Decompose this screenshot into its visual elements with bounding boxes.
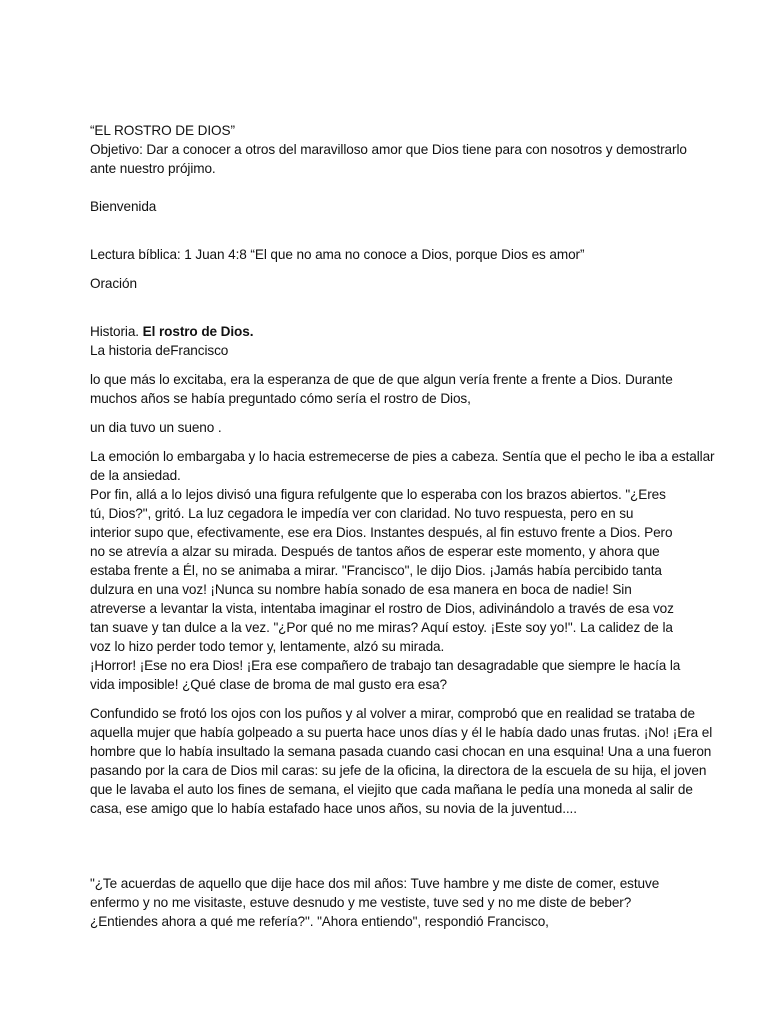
paragraph-line: La emoción lo embargaba y lo hacia estremecerse de pies a cabeza. Sentía que el pecho le iba a estallar	[90, 449, 715, 464]
story-subtitle: La historia deFrancisco	[90, 343, 229, 358]
paragraph-line: muchos años se había preguntado cómo sería el rostro de Dios,	[90, 391, 471, 406]
story-prefix: Historia.	[90, 324, 143, 339]
paragraph-line: un dia tuvo un sueno .	[90, 420, 222, 435]
paragraph-line: enfermo y no me visitaste, estuve desnudo y me vestiste, tuve sed y no me diste de beber?	[90, 895, 632, 910]
story-title: El rostro de Dios.	[142, 324, 254, 339]
story-heading	[90, 322, 253, 341]
paragraph-line: interior supo que, efectivamente, ese era Dios. Instantes después, al fin estuvo frente a Dios. Pero	[90, 525, 673, 540]
paragraph-line: Confundido se frotó los ojos con los puños y al volver a mirar, comprobó que en realidad se trataba de	[90, 706, 695, 721]
paragraph-line: atreverse a levantar la vista, intentaba imaginar el rostro de Dios, adivinándolo a través de esa voz	[90, 601, 674, 616]
paragraph-line: aquella mujer que había golpeado a su puerta hace unos días y él le había dado unas frutas. ¡No! ¡Era el	[90, 725, 713, 740]
paragraph-line: Por fin, allá a lo lejos divisó una figura refulgente que lo esperaba con los brazos abiertos. "¿Eres	[90, 487, 666, 502]
prayer-text: Oración	[90, 276, 137, 291]
paragraph-line: tan suave y tan dulce a la vez. "¿Por qué no me miras? Aquí estoy. ¡Este soy yo!". La calidez de la	[90, 620, 673, 635]
paragraph-line: tú, Dios?", gritó. La luz cegadora le impedía ver con claridad. No tuvo respuesta, pero en su	[90, 506, 634, 521]
paragraph-line: no se atrevía a alzar su mirada. Después de tantos años de esperar este momento, y ahora que	[90, 544, 660, 559]
paragraph-line: ¡Horror! ¡Ese no era Dios! ¡Era ese compañero de trabajo tan desagradable que siempre le hacía la	[90, 658, 681, 673]
document-title: “EL ROSTRO DE DIOS”	[90, 123, 235, 138]
welcome-text: Bienvenida	[90, 199, 157, 214]
paragraph-line: lo que más lo excitaba, era la esperanza de que de que algun vería frente a frente a Dios. Durante	[90, 372, 673, 387]
paragraph-line: estaba frente a Él, no se animaba a mirar. "Francisco", le dijo Dios. ¡Jamás había percibido tanta	[90, 563, 662, 578]
paragraph-line: voz lo hizo perder todo temor y, lentamente, alzó su mirada.	[90, 639, 445, 654]
paragraph-line: dulzura en una voz! ¡Nunca su nombre había sonado de esa manera en boca de nadie! Sin	[90, 582, 632, 597]
paragraph-line: vida imposible! ¿Qué clase de broma de mal gusto era esa?	[90, 677, 447, 692]
paragraph-line: ¿Entiendes ahora a qué me refería?". "Ahora entiendo", respondió Francisco,	[90, 914, 549, 929]
paragraph-line: "¿Te acuerdas de aquello que dije hace dos mil años: Tuve hambre y me diste de comer, estuve	[90, 876, 660, 891]
paragraph-line: que le lavaba el auto los fines de semana, el viejito que cada mañana le pedía una moneda al salir de	[90, 782, 693, 797]
paragraph-line: hombre que lo había insultado la semana pasada cuando casi chocan en una esquina! Una a una fueron	[90, 744, 712, 759]
bible-reading: Lectura bíblica: 1 Juan 4:8 “El que no ama no conoce a Dios, porque Dios es amor”	[90, 247, 585, 262]
objective-line: ante nuestro prójimo.	[90, 161, 216, 176]
paragraph-line: casa, ese amigo que lo había estafado hace unos años, su novia de la juventud....	[90, 801, 577, 816]
paragraph-line: de la ansiedad.	[90, 468, 181, 483]
paragraph-line: pasando por la cara de Dios mil caras: su jefe de la oficina, la directora de la escuela de su hija, el joven	[90, 763, 707, 778]
objective-line: Objetivo: Dar a conocer a otros del maravilloso amor que Dios tiene para con nosotros y demostrarlo	[90, 142, 687, 157]
